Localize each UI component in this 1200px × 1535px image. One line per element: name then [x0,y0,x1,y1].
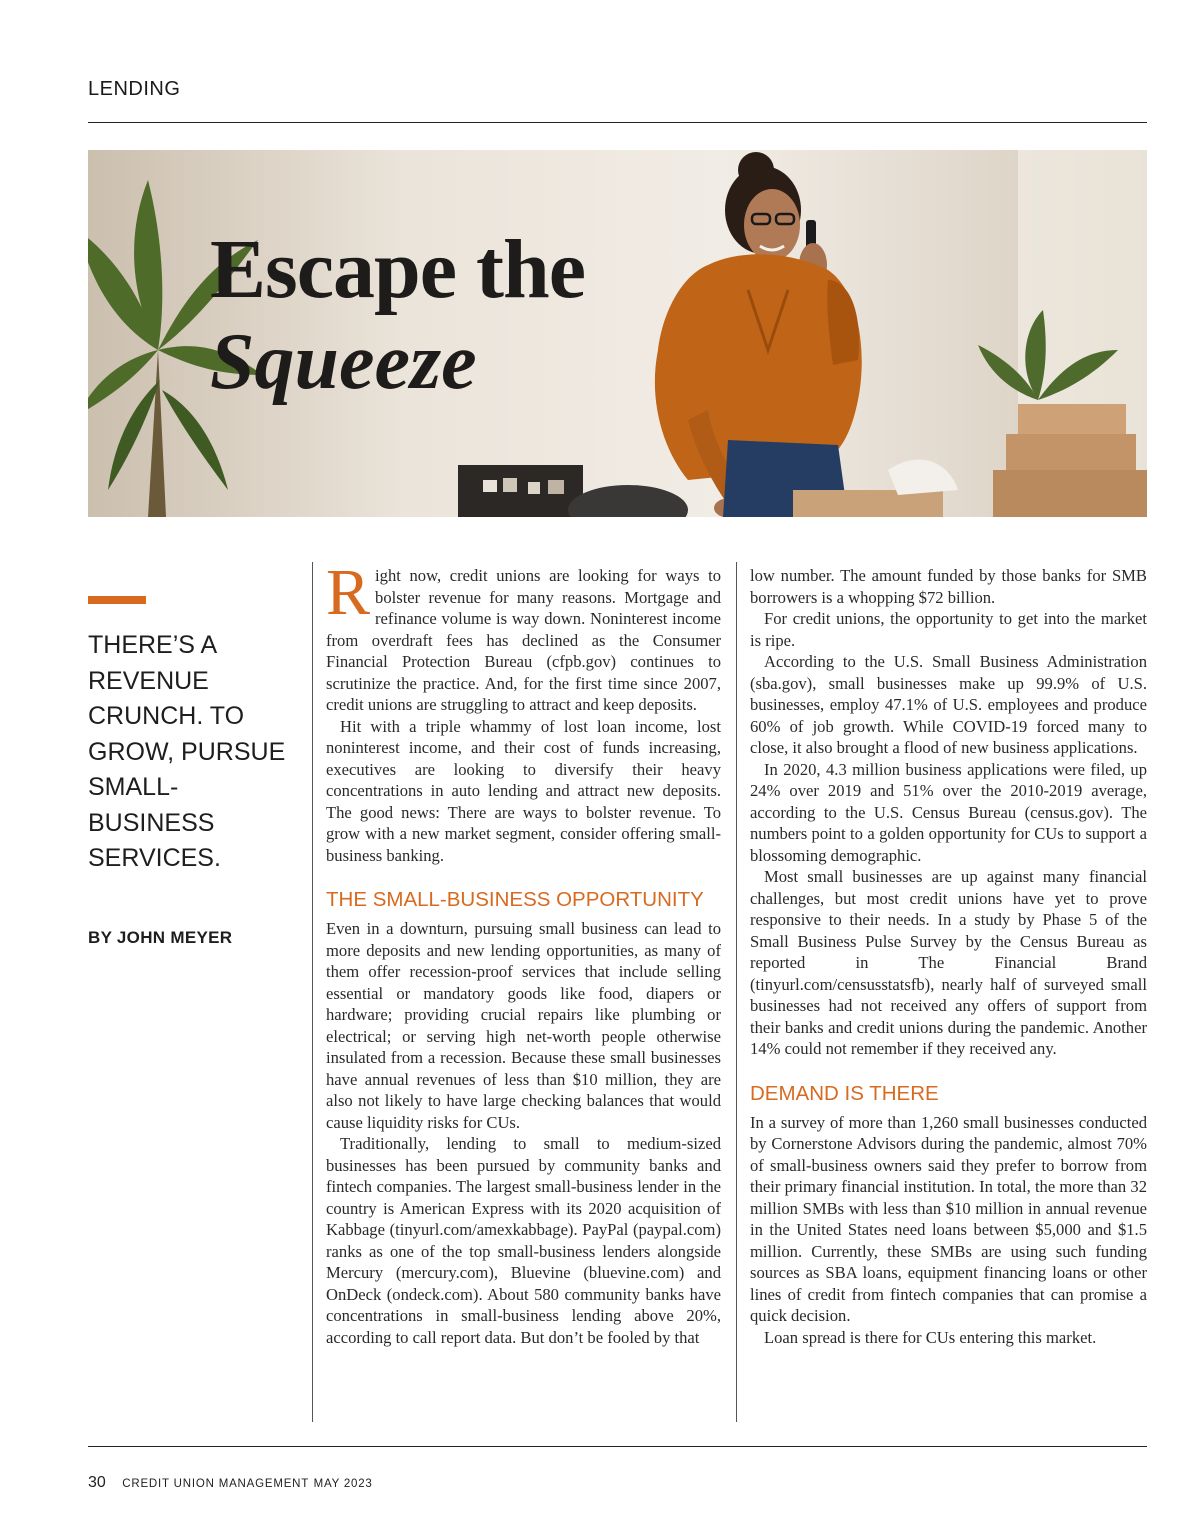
paragraph: In 2020, 4.3 million business applications were filed, up 24% over 2019 and 51% over the 2010-2019 average, according to the U.S. Census Bureau (census.gov). The numbers point to a golden opportunity for CUs to support a blossoming demographic. [750,759,1147,865]
article-column-1 [326,556,721,1348]
subhead: DEMAND IS THERE [750,1081,939,1105]
article-column-2 [750,565,1147,1348]
title-line-1: Escape the [210,223,585,316]
paragraph: Hit with a triple whammy of lost loan income, lost noninterest income, and their cost of funds increasing, executives are looking to diversify their heavy concentrations in auto lending and attract new deposits. The good news: There are ways to bolster revenue. To grow with a new market segment, consider offering small-business banking. [326,716,721,865]
accent-bar [88,596,146,604]
section-label: LENDING [88,78,181,100]
paragraph: For credit unions, the opportunity to get into the market is ripe. [750,609,1147,650]
title-line-2: Squeeze [210,318,477,406]
issue-date: MAY 2023 [313,1478,373,1490]
paragraph: low number. The amount funded by those banks for SMB borrowers is a whopping $72 billion. [750,566,1147,607]
byline: BY JOHN MEYER [88,928,233,947]
paragraph: According to the U.S. Small Business Administration (sba.gov), small businesses make up 99.9% of U.S. businesses, employ 47.1% of U.S. employees and produce 60% of job growth. While COVID-19 forced many to close, it also brought a flood of new business applications. [750,652,1147,757]
publication-name: CREDIT UNION MANAGEMENT [122,1478,310,1490]
paragraph: Even in a downturn, pursuing small business can lead to more deposits and new lending opportunities, as many of them offer recession-proof services that include selling essential or mandatory goods like food, diapers or hardware; providing crucial repairs like plumbing or electrical; or serving high net-worth people otherwise insulated from a recession. Because these small businesses have annual revenues of less than $10 million, they are also not likely to have large checking balances that would cause liquidity risks for CUs. [326,919,721,1132]
article-deck: THERE’S A REVENUE CRUNCH. TO GROW, PURSUE SMALL-BUSINESS SERVICES. [88,631,286,872]
page-footer [88,1474,373,1492]
hero-image [88,150,1147,517]
column-rule-middle [736,562,737,1422]
paragraph: Most small businesses are up against many financial challenges, but most credit unions have yet to prove responsive to their needs. In a study by Phase 5 of the Small Business Pulse Survey by the Census Bureau as reported in The Financial Brand (tinyurl.com/censusstatsfb), nearly half of surveyed small businesses had not received any offers of support from their banks and credit unions during the pandemic. Another 14% could not remember if they received any. [750,867,1147,1058]
paragraph: Traditionally, lending to small to medium-sized businesses has been pursued by community banks and fintech companies. The largest small-business lender in the country is American Express with its 2020 acquisition of Kabbage (tinyurl.com/amexkabbage). PayPal (paypal.com) ranks as one of the top small-business lenders alongside Mercury (mercury.com), Bluevine (bluevine.com) and OnDeck (ondeck.com). About 580 community banks have concentrations in small-business lending above 20%, according to call report data. But don’t be fooled by that [326,1134,721,1347]
column-rule-left [312,562,313,1422]
paragraph: Right now, credit unions are looking for ways to bolster revenue for many reasons. Mortgage and refinance volume is way down. Noninterest income from overdraft fees has declined as the Consumer Financial Protection Bureau (cfpb.gov) continues to scrutinize the practice. And, for the first time since 2007, credit unions are struggling to attract and keep deposits. [326,556,721,714]
drop-cap: R [326,556,371,629]
page-number: 30 [88,1474,106,1491]
footer-rule [88,1446,1147,1447]
paragraph: In a survey of more than 1,260 small businesses conducted by Cornerstone Advisors during the pandemic, almost 70% of small-business owners said they prefer to borrow from their primary financial institution. In total, the more than 32 million SMBs with less than $10 million in annual revenue in the United States need loans between $5,000 and $1.5 million. Currently, these SMBs are using such funding sources as SBA loans, equipment financing loans or other lines of credit from fintech companies that can promise a quick decision. [750,1112,1147,1325]
subhead: THE SMALL-BUSINESS OPPORTUNITY [326,888,704,911]
article-title [210,223,585,406]
header-rule [88,122,1147,123]
paragraph: Loan spread is there for CUs entering this market. [764,1327,1097,1347]
